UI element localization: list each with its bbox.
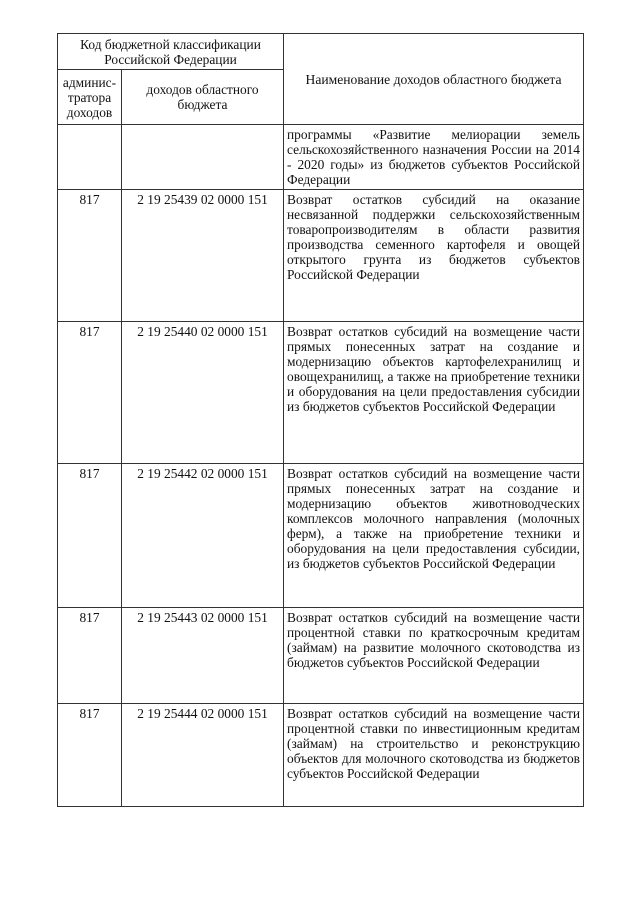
income-name-text: Возврат остатков субсидий на возмещение части процентной ставки по краткосрочным кредитам (займам) на развитие молочного скотоводства из бюджетов субъектов Российской Федерации: [287, 610, 581, 670]
table-row: [58, 190, 584, 322]
table-row: [58, 704, 584, 807]
income-name-cell: [284, 704, 584, 807]
admin-code-cell: 817: [58, 322, 122, 464]
admin-code-cell: [58, 125, 122, 190]
income-code-cell: [122, 125, 284, 190]
admin-code-cell: 817: [58, 190, 122, 322]
header-admin-column: админис-тратора доходов: [58, 70, 122, 125]
income-code-cell: 2 19 25439 02 0000 151: [122, 190, 284, 322]
income-code-cell: 2 19 25440 02 0000 151: [122, 322, 284, 464]
admin-code-cell: 817: [58, 704, 122, 807]
table-row-continuation: [58, 125, 584, 190]
income-name-text: Возврат остатков субсидий на возмещение части прямых понесенных затрат на создание и модернизацию объектов картофелехранилищ и овощехранилищ, а также на приобретение техники и оборудования на цели предоставления субсидии из бюджетов субъектов Российской Федерации: [287, 324, 581, 414]
income-name-text: Возврат остатков субсидий на оказание несвязанной поддержки сельскохозяйственным товаропроизводителям в области развития производства семенного картофеля и овощей открытого грунта из бюджетов субъектов Российской Федерации: [287, 192, 581, 282]
income-name-cell: [284, 608, 584, 704]
header-income-column: доходов областного бюджета: [122, 70, 284, 125]
income-name-text: Возврат остатков субсидий на возмещение части процентной ставки по инвестиционным кредитам (займам) на строительство и реконструкцию объектов для молочного скотоводства из бюджетов субъектов Российской Федерации: [287, 706, 581, 781]
header-row-top: [58, 34, 584, 70]
header-name-column: Наименование доходов областного бюджета: [284, 34, 584, 125]
income-code-cell: 2 19 25443 02 0000 151: [122, 608, 284, 704]
admin-code-cell: 817: [58, 608, 122, 704]
table-row: [58, 322, 584, 464]
income-code-cell: 2 19 25444 02 0000 151: [122, 704, 284, 807]
income-name-text: программы «Развитие мелиорации земель сельскохозяйственного назначения России на 2014 - 2020 годы» из бюджетов субъектов Российской Федерации: [287, 127, 581, 187]
income-name-text: Возврат остатков субсидий на возмещение части прямых понесенных затрат на создание и модернизацию объектов животноводческих комплексов молочного направления (молочных ферм), а также на приобретение техники и оборудования на цели предоставления субсидии, из бюджетов субъектов Российской Федерации: [287, 466, 581, 571]
table-row: [58, 464, 584, 608]
budget-classification-table: [57, 33, 584, 807]
income-name-cell: [284, 464, 584, 608]
income-name-cell: [284, 322, 584, 464]
table-row: [58, 608, 584, 704]
admin-code-cell: 817: [58, 464, 122, 608]
income-code-cell: 2 19 25442 02 0000 151: [122, 464, 284, 608]
income-name-cell: [284, 125, 584, 190]
header-budget-code-group: Код бюджетной классификации Российской Федерации: [58, 34, 284, 70]
income-name-cell: [284, 190, 584, 322]
